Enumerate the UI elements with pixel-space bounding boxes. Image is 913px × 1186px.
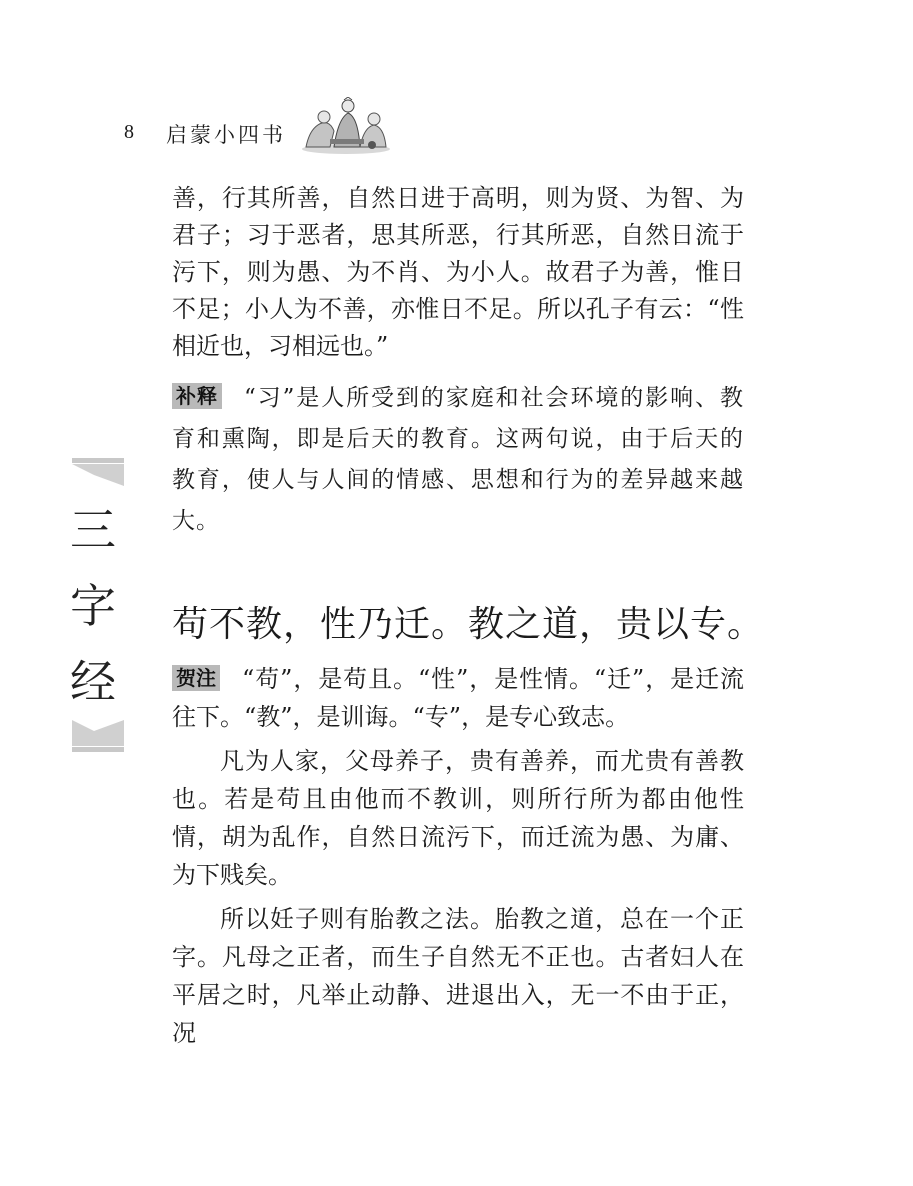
commentary-section: [172, 660, 744, 1052]
commentary-paragraph: 所以妊子则有胎教之法。胎教之道，总在一个正字。凡母之正者，而生子自然无不正也。古者妇人在平居之时，凡举止动静、进退出入，无一不由于正，况: [172, 905, 744, 1047]
section-one: [172, 180, 744, 365]
commentary-gloss: [172, 660, 744, 736]
decorative-bracket-icon: [72, 720, 124, 754]
supplement-label: 补释: [172, 383, 222, 409]
supplement-text: “习”是人所受到的家庭和社会环境的影响、教育和熏陶，即是后天的教育。这两句说，由于后天的教育，使人与人间的情感、思想和行为的差异越来越大。: [172, 385, 744, 534]
gloss-text: “苟”，是苟且。“性”，是性情。“迁”，是迁流往下。“教”，是训诲。“专”，是专心致志。: [172, 665, 744, 731]
book-title: 启蒙小四书: [166, 123, 286, 147]
page-number: 8: [124, 121, 134, 143]
supplement-section: [172, 378, 744, 542]
vertical-title: [70, 492, 124, 720]
title-char: 三: [70, 503, 116, 557]
commentary-label: 贺注: [172, 665, 220, 691]
scholars-illustration-icon: [300, 97, 392, 155]
verse-heading: 苟不教，性乃迁。教之道，贵以专。: [172, 604, 765, 645]
decorative-bracket-icon: [72, 458, 124, 492]
supplement-paragraph: [172, 378, 744, 542]
title-char: 经: [70, 655, 116, 709]
sidebar-title: [72, 458, 124, 754]
title-char: 字: [70, 579, 116, 633]
body-paragraph: 善，行其所善，自然日进于高明，则为贤、为智、为君子；习于恶者，思其所恶，行其所恶，自然日流于污下，则为愚、为不肖、为小人。故君子为善，惟日不足；小人为不善，亦惟日不足。所以孔子有云：“性相近也，习相远也。”: [172, 184, 744, 360]
commentary-paragraph: 凡为人家，父母养子，贵有善养，而尤贵有善教也。若是苟且由他而不教训，则所行所为都由他性情，胡为乱作，自然日流污下，而迁流为愚、为庸、为下贱矣。: [172, 747, 744, 889]
